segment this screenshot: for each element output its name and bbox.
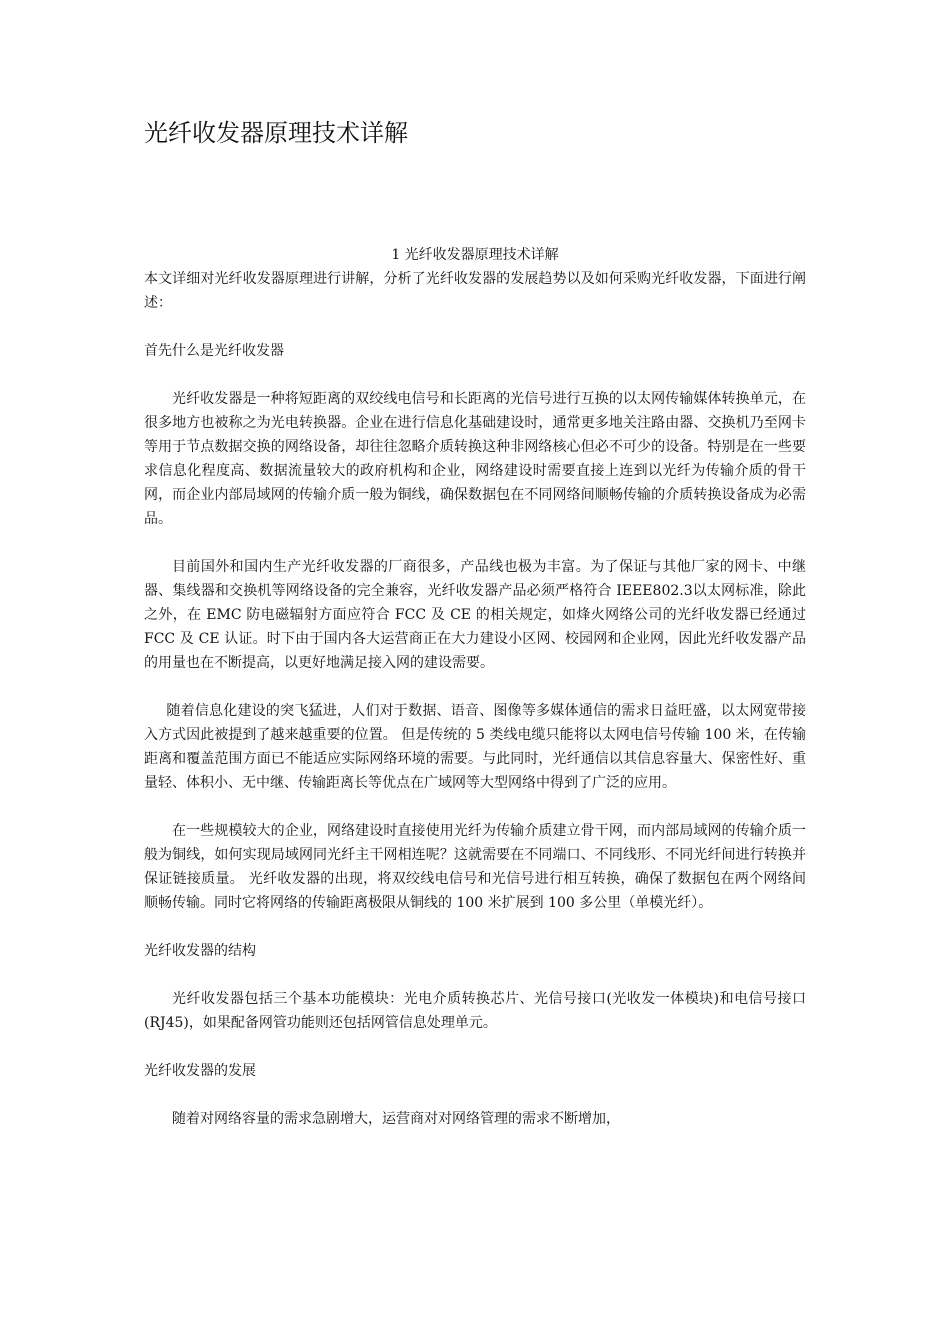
document-title: 光纤收发器原理技术详解 <box>144 119 408 147</box>
paragraph-enterprise: 在一些规模较大的企业，网络建设时直接使用光纤为传输介质建立骨干网，而内部局域网的传输介质一般为铜线，如何实现局域网同光纤主干网相连呢？这就需要在不同端口、不同线形、不同光纤间进行转换并保证链接质量。 光纤收发器的出现，将双绞线电信号和光信号进行相互转换，确保了数据包在两个网络间顺畅传输。同时它将网络的传输距离极限从铜线的 100 米扩展到 100 多公里（单模光纤）。 <box>144 823 806 911</box>
paragraph-market: 目前国外和国内生产光纤收发器的厂商很多，产品线也极为丰富。为了保证与其他厂家的网卡、中继器、集线器和交换机等网络设备的完全兼容，光纤收发器产品必须严格符合 IEEE802.3以太网标准，除此之外，在 EMC 防电磁辐射方面应符合 FCC 及 CE 的相关规定，如烽火网络公司的光纤收发器已经通过 FCC 及 CE 认证。时下由于国内各大运营商正在大力建设小区网、校园网和企业网，因此光纤收发器产品的用量也在不断提高，以更好地满足接入网的建设需要。 <box>144 559 806 671</box>
heading-structure: 光纤收发器的结构 <box>144 943 256 959</box>
heading-development: 光纤收发器的发展 <box>144 1063 256 1079</box>
intro-paragraph: 本文详细对光纤收发器原理进行讲解，分析了光纤收发器的发展趋势以及如何采购光纤收发器，下面进行阐述： <box>144 271 806 311</box>
paragraph-definition: 光纤收发器是一种将短距离的双绞线电信号和长距离的光信号进行互换的以太网传输媒体转换单元，在很多地方也被称之为光电转换器。企业在进行信息化基础建设时，通常更多地关注路由器、交换机乃至网卡等用于节点数据交换的网络设备，却往往忽略介质转换这种非网络核心但必不可少的设备。特别是在一些要求信息化程度高、数据流量较大的政府机构和企业，网络建设时需要直接上连到以光纤为传输介质的骨干网，而企业内部局域网的传输介质一般为铜线，确保数据包在不同网络间顺畅传输的介质转换设备成为必需品。 <box>144 391 806 527</box>
heading-what-is: 首先什么是光纤收发器 <box>144 343 284 359</box>
document-body <box>144 243 806 1131</box>
paragraph-ethernet-growth: 随着信息化建设的突飞猛进，人们对于数据、语音、图像等多媒体通信的需求日益旺盛，以太网宽带接入方式因此被提到了越来越重要的位置。 但是传统的 5 类线电缆只能将以太网电信号传输 100 米，在传输距离和覆盖范围方面已不能适应实际网络环境的需要。与此同时，光纤通信以其信息容量大、保密性好、重量轻、体积小、无中继、传输距离长等优点在广域网等大型网络中得到了广泛的应用。 <box>144 703 806 791</box>
paragraph-structure: 光纤收发器包括三个基本功能模块：光电介质转换芯片、光信号接口(光收发一体模块)和电信号接口(RJ45)，如果配备网管功能则还包括网管信息处理单元。 <box>144 991 806 1031</box>
section-heading: 1 光纤收发器原理技术详解 <box>391 247 559 263</box>
paragraph-development: 随着对网络容量的需求急剧增大，运营商对对网络管理的需求不断增加， <box>172 1111 620 1127</box>
